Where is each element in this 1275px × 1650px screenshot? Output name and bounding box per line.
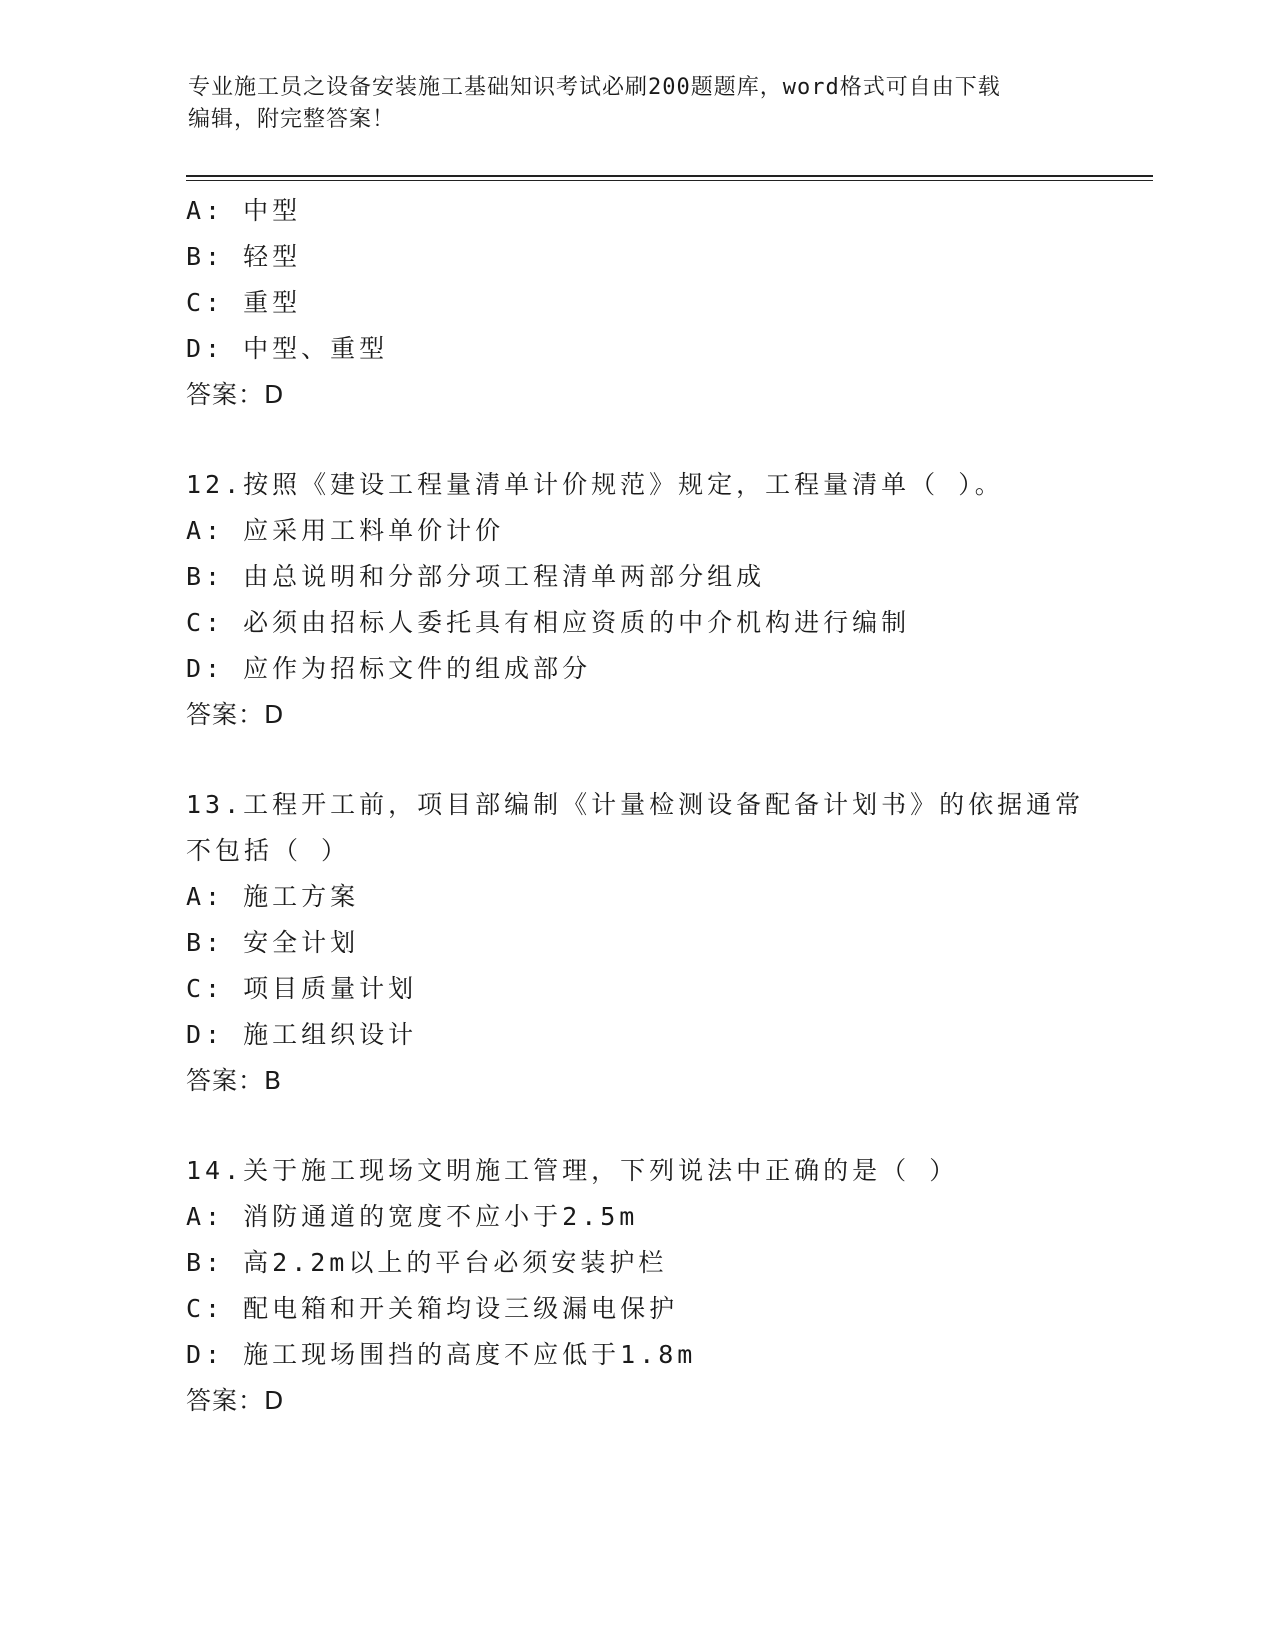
answer-line: 答案：D <box>186 1386 285 1415</box>
option-a: A: 应采用工料单价计价 <box>186 516 505 545</box>
option-d: D: 施工组织设计 <box>186 1020 418 1049</box>
option-a: A: 施工方案 <box>186 882 360 911</box>
header-divider-thick <box>186 175 1153 177</box>
question-stem: 12.按照《建设工程量清单计价规范》规定，工程量清单（ ）。 <box>186 470 1004 499</box>
question-11 <box>186 188 1086 418</box>
question-list <box>186 188 1086 1424</box>
question-12 <box>186 462 1086 738</box>
option-a: A: 中型 <box>186 196 302 225</box>
header-divider-thin <box>186 180 1153 181</box>
question-stem: 14.关于施工现场文明施工管理，下列说法中正确的是（ ） <box>186 1156 959 1185</box>
option-b: B: 高2.2m以上的平台必须安装护栏 <box>186 1248 668 1277</box>
header-line-2: 编辑，附完整答案！ <box>188 107 396 132</box>
question-stem-line-1: 13.工程开工前，项目部编制《计量检测设备配备计划书》的依据通常 <box>186 790 1085 819</box>
option-b: B: 安全计划 <box>186 928 360 957</box>
question-13 <box>186 782 1086 1104</box>
option-c: C: 必须由招标人委托具有相应资质的中介机构进行编制 <box>186 608 911 637</box>
option-b: B: 由总说明和分部分项工程清单两部分组成 <box>186 562 766 591</box>
option-a: A: 消防通道的宽度不应小于2.5m <box>186 1202 639 1231</box>
option-c: C: 配电箱和开关箱均设三级漏电保护 <box>186 1294 679 1323</box>
option-d: D: 施工现场围挡的高度不应低于1.8m <box>186 1340 697 1369</box>
option-c: C: 重型 <box>186 288 302 317</box>
document-header <box>188 72 1068 136</box>
question-stem-line-2: 不包括（ ） <box>186 836 351 865</box>
option-d: D: 应作为招标文件的组成部分 <box>186 654 592 683</box>
option-c: C: 项目质量计划 <box>186 974 418 1003</box>
option-b: B: 轻型 <box>186 242 302 271</box>
header-line-1: 专业施工员之设备安装施工基础知识考试必刷200题题库，word格式可自由下载 <box>188 75 1001 100</box>
answer-line: 答案：D <box>186 380 285 409</box>
question-14 <box>186 1148 1086 1424</box>
answer-line: 答案：B <box>186 1066 283 1095</box>
answer-line: 答案：D <box>186 700 285 729</box>
option-d: D: 中型、重型 <box>186 334 389 363</box>
